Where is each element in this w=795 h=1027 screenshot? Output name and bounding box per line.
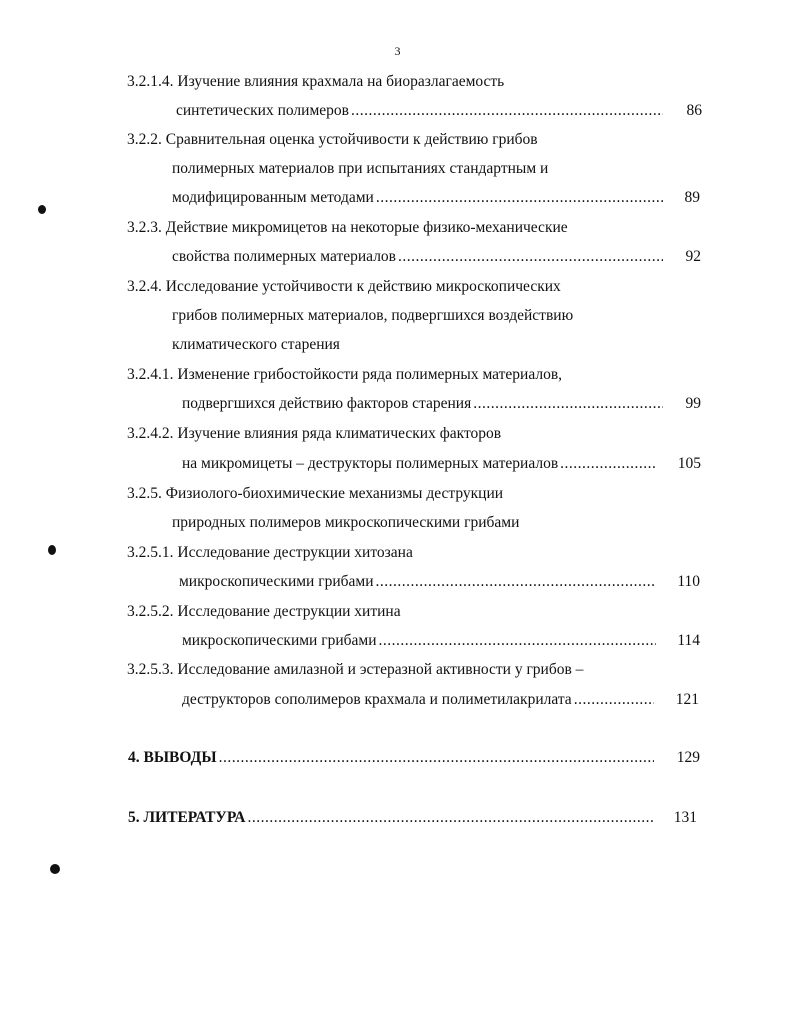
toc-entry-3-2-1-4-line-1: 3.2.1.4. Изучение влияния крахмала на биоразлагаемость xyxy=(127,73,505,90)
toc-entry-3-2-4-line-2: грибов полимерных материалов, подвергшихся воздействию xyxy=(172,307,574,324)
toc-section-conclusions: 4. ВЫВОДЫ ..... xyxy=(128,748,656,768)
toc-page-number: 129 xyxy=(676,749,700,766)
toc-entry-3-2-4-line-3: климатического старения xyxy=(172,336,340,353)
toc-page-number: 86 xyxy=(686,102,702,119)
toc-entry-3-2-3-line-2: свойства полимерных материалов ..... xyxy=(172,247,665,267)
toc-entry-3-2-4-1-line-1: 3.2.4.1. Изменение грибостойкости ряда полимерных материалов, xyxy=(127,366,563,383)
toc-section-literature: 5. ЛИТЕРАТУРА ..... xyxy=(128,808,656,828)
toc-entry-3-2-5-3-line-1: 3.2.5.3. Исследование амилазной и эстеразной активности у грибов – xyxy=(127,661,584,678)
toc-entry-3-2-2-line-2: полимерных материалов при испытаниях стандартным и xyxy=(172,160,549,177)
scan-speck xyxy=(50,864,60,874)
toc-entry-3-2-5-line-1: 3.2.5. Физиолого-биохимические механизмы деструкции xyxy=(127,485,504,502)
toc-entry-3-2-4-1-line-2: подвергшихся действию факторов старения ..... xyxy=(182,394,665,414)
toc-entry-3-2-4-line-1: 3.2.4. Исследование устойчивости к действию микроскопических xyxy=(127,278,561,295)
toc-page-number: 121 xyxy=(675,691,699,708)
toc-entry-3-2-5-1-line-2: микроскопическими грибами ..... xyxy=(179,572,657,592)
scan-speck xyxy=(38,205,46,214)
toc-entry-3-2-2-line-3: модифицированным методами ..... xyxy=(172,188,665,208)
page-number: 3 xyxy=(394,44,401,58)
scan-speck xyxy=(48,545,56,555)
toc-entry-3-2-3-line-1: 3.2.3. Действие микромицетов на некоторые физико-механические xyxy=(127,219,568,236)
toc-entry-3-2-4-2-line-2: на микромицеты – деструкторы полимерных материалов ..... xyxy=(182,454,657,474)
toc-entry-3-2-4-2-line-1: 3.2.4.2. Изучение влияния ряда климатических факторов xyxy=(127,425,502,442)
toc-entry-3-2-1-4-line-2: синтетических полимеров ..... xyxy=(176,101,665,121)
toc-entry-3-2-5-1-line-1: 3.2.5.1. Исследование деструкции хитозана xyxy=(127,544,413,561)
toc-entry-3-2-5-2-line-1: 3.2.5.2. Исследование деструкции хитина xyxy=(127,603,401,620)
toc-entry-3-2-2-line-1: 3.2.2. Сравнительная оценка устойчивости к действию грибов xyxy=(127,131,538,148)
toc-page-number: 110 xyxy=(677,573,700,590)
toc-page-number: 99 xyxy=(685,395,701,412)
toc-page-number: 89 xyxy=(684,189,700,206)
toc-entry-3-2-5-3-line-2: деструкторов сополимеров крахмала и полиметилакрилата ..... xyxy=(182,690,656,710)
toc-entry-3-2-5-2-line-2: микроскопическими грибами ..... xyxy=(182,631,658,651)
toc-page-number: 114 xyxy=(677,632,700,649)
toc-page-number: 92 xyxy=(685,248,701,265)
toc-page-number: 131 xyxy=(673,809,697,826)
toc-entry-3-2-5-line-2: природных полимеров микроскопическими грибами xyxy=(172,514,520,531)
toc-page-number: 105 xyxy=(677,455,701,472)
